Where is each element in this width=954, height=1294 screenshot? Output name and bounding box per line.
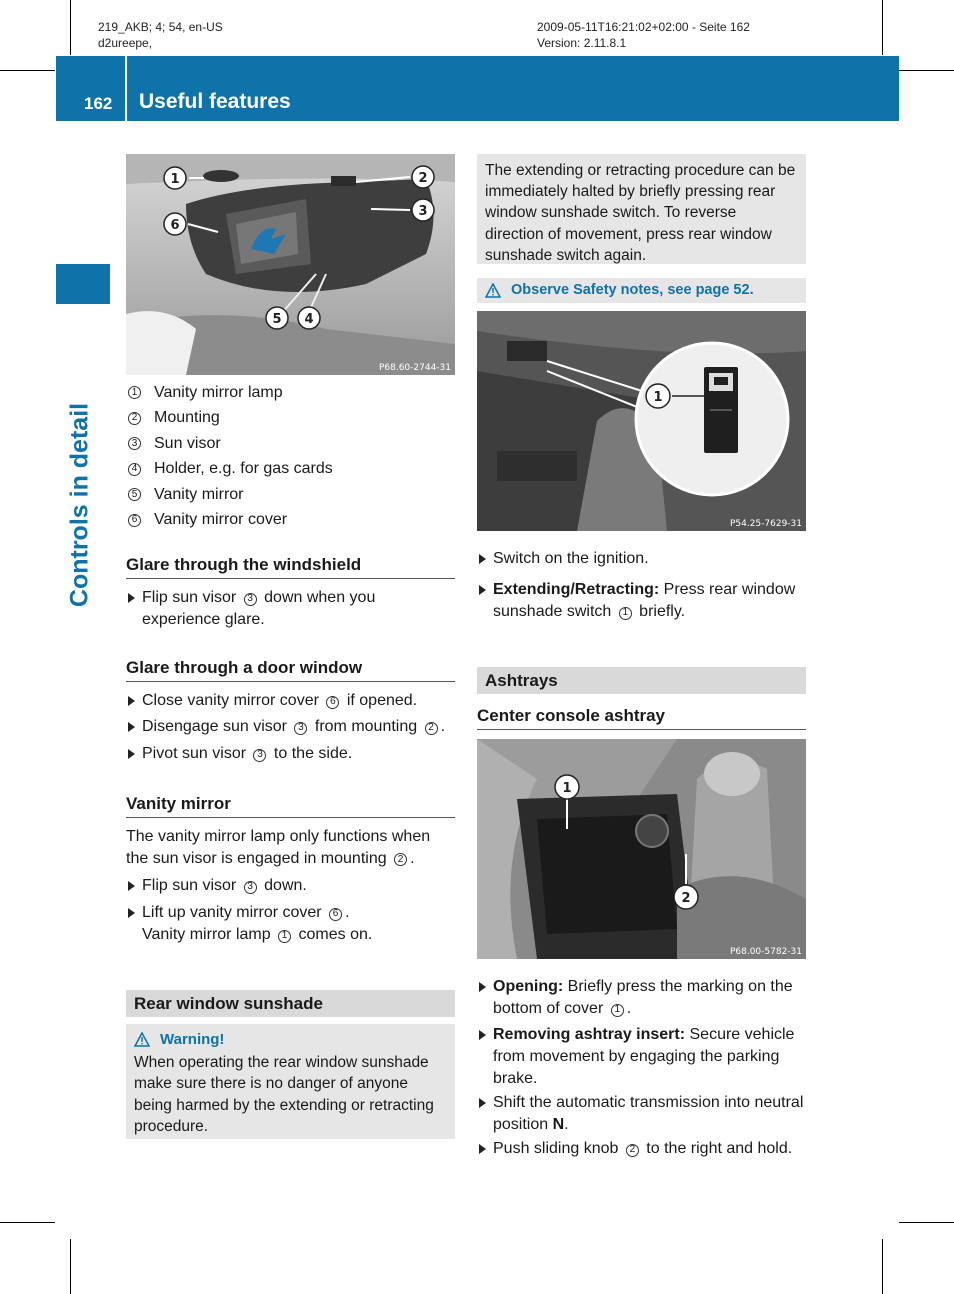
callout-number: 1 [128, 386, 141, 399]
print-meta-left [98, 19, 223, 51]
crop-mark [899, 70, 954, 71]
step-text: Close vanity mirror cover [142, 692, 324, 709]
instruction-step [477, 579, 806, 623]
callout-number: 5 [128, 488, 141, 501]
page-title: Useful features [139, 90, 291, 113]
callout-number: 3 [294, 722, 307, 735]
section-heading-bar: Ashtrays [477, 667, 806, 694]
step-arrow-icon [479, 1030, 486, 1040]
warning-title: Warning! [160, 1031, 225, 1048]
legend-item [126, 508, 455, 534]
callout-number: 2 [626, 1144, 639, 1157]
instruction-step [126, 875, 455, 897]
banner-divider [125, 56, 127, 121]
step-bold-label: Removing ashtray insert: [493, 1026, 686, 1043]
step-text: . [564, 1116, 569, 1133]
legend-label: Vanity mirror cover [154, 511, 288, 529]
crop-mark [882, 1239, 883, 1294]
legend-label: Holder, e.g. for gas cards [154, 460, 333, 478]
meta-line: d2ureepe, [98, 36, 153, 50]
safety-note [477, 278, 806, 303]
legend-item [126, 380, 455, 406]
safety-note-heading [485, 280, 798, 301]
warning-triangle-icon [485, 283, 501, 298]
paragraph-text: The vanity mirror lamp only functions when the sun visor is engaged in mounting [126, 828, 431, 867]
image-code: P68.00-5782-31 [729, 947, 802, 957]
step-arrow-icon [128, 881, 135, 891]
step-text: down. [259, 877, 307, 894]
section-heading: Center console ashtray [477, 706, 806, 730]
step-arrow-icon [479, 982, 486, 992]
legend-item [126, 482, 455, 508]
step-text: from mounting [310, 718, 422, 735]
step-text: Flip sun visor [142, 589, 241, 606]
instruction-step [126, 716, 458, 738]
instruction-step [477, 1138, 817, 1160]
instruction-step [126, 902, 455, 946]
meta-line: 2009-05-11T16:21:02+02:00 - Seite 162 [537, 20, 750, 34]
step-text: Shift the automatic transmission into neutral position [493, 1094, 804, 1133]
step-arrow-icon [479, 554, 486, 564]
step-arrow-icon [128, 908, 135, 918]
meta-line: Version: 2.11.8.1 [537, 36, 627, 50]
callout-number: 4 [128, 463, 141, 476]
step-text: Switch on the ignition. [493, 550, 649, 567]
callout-number: 2 [394, 853, 407, 866]
step-text: Pivot sun visor [142, 745, 251, 762]
section-heading: Vanity mirror [126, 794, 455, 818]
safety-note-text: Observe Safety notes, see page 52. [511, 282, 754, 298]
ashtray-illustration [477, 739, 806, 959]
instruction-step [126, 743, 455, 765]
section-heading: Glare through the windshield [126, 555, 455, 579]
instruction-step [477, 1092, 806, 1136]
warning-text: When operating the rear window sunshade make sure there is no danger of anyone being harmed by the extending or retracting procedure. [134, 1054, 434, 1135]
step-arrow-icon [479, 585, 486, 595]
callout-number: 3 [128, 437, 141, 450]
print-meta-right [537, 19, 750, 51]
legend-item [126, 457, 455, 483]
chapter-label-text: Controls in detail [65, 402, 94, 608]
callout-number: 6 [329, 908, 342, 921]
callout-number: 1 [278, 930, 291, 943]
instruction-step [477, 976, 809, 1020]
callout-number: 6 [128, 514, 141, 527]
info-note: The extending or retracting procedure can be immediately halted by briefly pressing rear window sunshade switch. To reverse direction of movement, press rear window sunshade switch again. [477, 154, 806, 264]
crop-mark [882, 0, 883, 55]
crop-mark [899, 1222, 954, 1223]
instruction-step [126, 690, 455, 712]
callout-number: 2 [425, 722, 438, 735]
chapter-tab [56, 264, 110, 304]
step-text: briefly. [634, 603, 686, 620]
step-bold-label: N [552, 1116, 565, 1133]
sunshade-switch-illustration [477, 311, 806, 531]
legend-item [126, 431, 455, 457]
meta-line: 219_AKB; 4; 54, en-US [98, 20, 223, 34]
step-bold-label: Extending/Retracting: [493, 581, 660, 598]
step-bold-label: Opening: [493, 978, 564, 995]
callout-number: 6 [326, 696, 339, 709]
warning-box [126, 1024, 455, 1139]
callout-number: 1 [653, 390, 663, 405]
instruction-step [126, 587, 455, 631]
step-arrow-icon [128, 722, 135, 732]
paragraph-text: . [410, 849, 415, 867]
step-text: . [440, 718, 446, 735]
page-banner [56, 56, 899, 121]
legend-label: Sun visor [154, 434, 221, 452]
image-code: P54.25-7629-31 [729, 519, 802, 529]
step-text: to the right and hold. [641, 1140, 793, 1157]
crop-mark [0, 1222, 55, 1223]
step-text: Vanity mirror lamp [142, 926, 276, 943]
callout-number: 3 [244, 881, 257, 894]
step-text: . [345, 904, 350, 921]
section-heading: Glare through a door window [126, 658, 455, 682]
step-text: Push sliding knob [493, 1140, 623, 1157]
callout-number: 2 [128, 412, 141, 425]
ashtray-photo [477, 739, 806, 959]
callout-number: 2 [418, 171, 428, 186]
step-text: comes on. [294, 926, 373, 943]
step-arrow-icon [128, 696, 135, 706]
crop-mark [70, 1239, 71, 1294]
legend-label: Vanity mirror [154, 485, 244, 503]
crop-mark [70, 0, 71, 55]
callout-number: 4 [304, 312, 314, 327]
callout-number: 1 [170, 172, 180, 187]
step-text: Briefly press the marking on the bottom of cover [493, 978, 793, 1017]
section-heading-bar: Rear window sunshade [126, 990, 455, 1017]
callout-number: 3 [418, 204, 428, 219]
callout-number: 1 [611, 1004, 624, 1017]
callout-number: 3 [253, 749, 266, 762]
step-text: Press rear window sunshade switch [493, 581, 796, 620]
callout-number: 1 [562, 781, 572, 796]
warning-triangle-icon [134, 1032, 150, 1047]
step-arrow-icon [128, 749, 135, 759]
callout-number: 2 [681, 891, 691, 906]
instruction-step [477, 1024, 809, 1090]
legend-label: Vanity mirror lamp [154, 383, 283, 401]
step-arrow-icon [128, 593, 135, 603]
parts-legend [126, 380, 455, 533]
step-text: to the side. [269, 745, 353, 762]
step-text: Secure vehicle from movement by engaging the parking brake. [493, 1026, 795, 1087]
step-text: . [626, 1000, 632, 1017]
legend-label: Mounting [154, 409, 220, 427]
image-code: P68.60-2744-31 [378, 363, 451, 373]
body-paragraph [126, 826, 455, 869]
step-text: Disengage sun visor [142, 718, 292, 735]
step-text: Flip sun visor [142, 877, 241, 894]
callout-number: 1 [619, 607, 632, 620]
step-text: if opened. [342, 692, 418, 709]
legend-item [126, 406, 455, 432]
instruction-step [477, 548, 806, 570]
callout-number: 5 [272, 312, 282, 327]
warning-heading [134, 1029, 447, 1050]
step-text: down when you experience glare. [142, 589, 376, 628]
step-arrow-icon [479, 1098, 486, 1108]
sun-visor-illustration [126, 154, 455, 375]
callout-number: 6 [170, 218, 180, 233]
callout-number: 3 [244, 593, 257, 606]
page-number: 162 [84, 94, 113, 113]
step-arrow-icon [479, 1144, 486, 1154]
sunshade-switch-photo [477, 311, 806, 531]
crop-mark [0, 70, 55, 71]
step-text: Lift up vanity mirror cover [142, 904, 327, 921]
sun-visor-photo [126, 154, 455, 375]
